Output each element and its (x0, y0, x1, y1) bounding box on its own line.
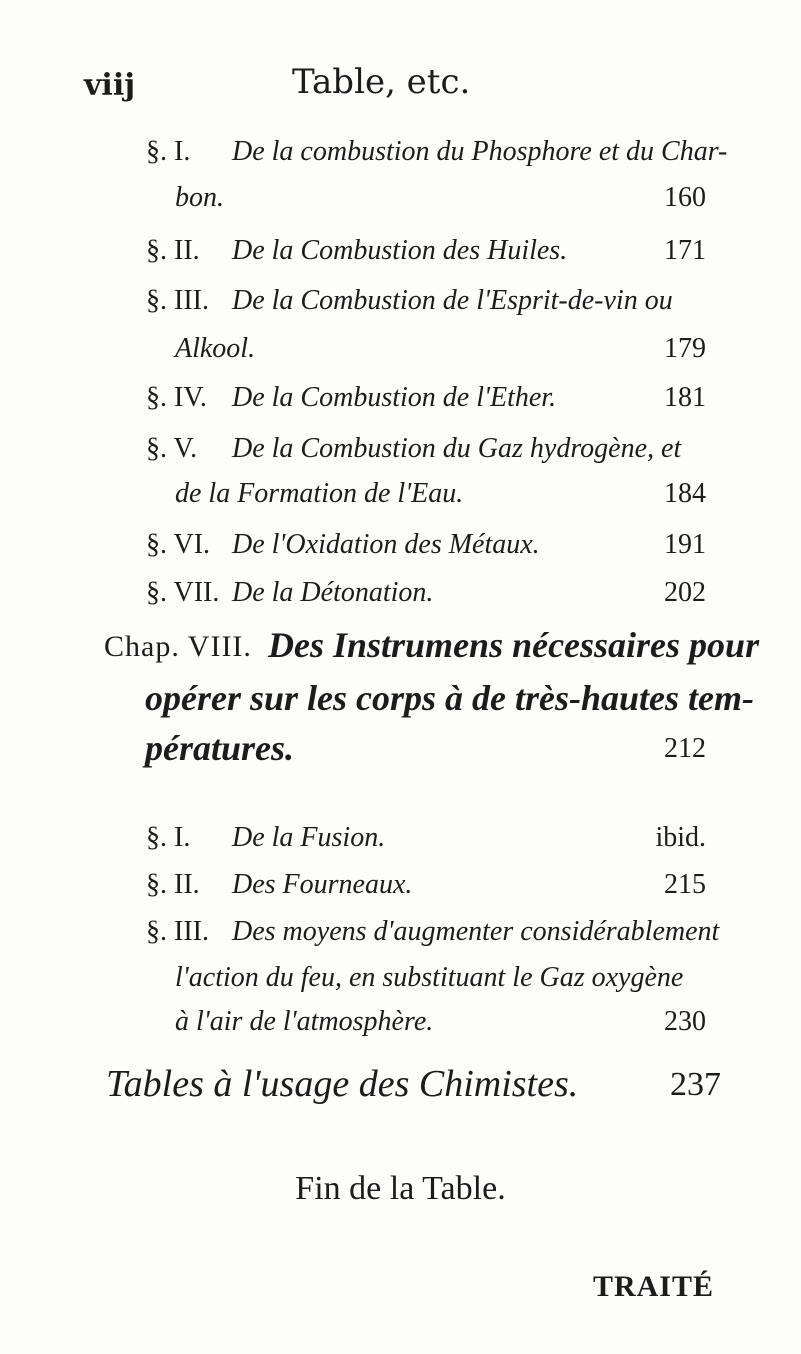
tables-title: Tables à l'usage des Chimistes. (106, 1063, 579, 1105)
page-ref: 184 (664, 478, 706, 509)
entry-label: §. III. (146, 285, 209, 316)
entry-title: De la Détonation. (232, 577, 434, 608)
chapter-title: Des Instrumens nécessaires pour (268, 625, 760, 665)
page-ref: 179 (664, 333, 706, 364)
entry-label: §. I. (146, 822, 191, 853)
page-ref: 160 (664, 182, 706, 213)
entry-title: De la Combustion de l'Ether. (232, 382, 557, 413)
entry-title: De la Combustion des Huiles. (232, 235, 568, 266)
chapter-label: Chap. VIII. (104, 630, 252, 663)
entry-title: Des Fourneaux. (232, 869, 413, 900)
page-ref: 230 (664, 1006, 706, 1037)
page-ref: 171 (664, 235, 706, 266)
page-ref: 202 (664, 577, 706, 608)
page-ref: ibid. (655, 822, 706, 853)
entry-title: De la Combustion de l'Esprit-de-vin ou (232, 285, 673, 316)
entry-label: §. VII. (146, 577, 220, 608)
page-ref: 191 (664, 529, 706, 560)
entry-title-continued: l'action du feu, en substituant le Gaz oxygène (175, 962, 684, 993)
entry-title-continued: bon. (175, 182, 224, 213)
entry-label: §. VI. (146, 529, 211, 560)
entry-title: De la combustion du Phosphore et du Char- (232, 136, 728, 167)
entry-title: Des moyens d'augmenter considérablement (232, 916, 720, 947)
entry-title: De l'Oxidation des Métaux. (232, 529, 540, 560)
page-ref: 237 (670, 1066, 721, 1103)
entry-label: §. III. (146, 916, 209, 947)
entry-title-continued: à l'air de l'atmosphère. (175, 1006, 434, 1037)
entry-label: §. I. (146, 136, 191, 167)
entry-title: De la Combustion du Gaz hydrogène, et (232, 433, 682, 464)
page-ref: 181 (664, 382, 706, 413)
entry-label: §. V. (146, 433, 198, 464)
chapter-title-continued: opérer sur les corps à de très-hautes tem- (145, 678, 754, 718)
entry-label: §. II. (146, 235, 200, 266)
page-ref: 212 (664, 733, 706, 764)
entry-title: De la Fusion. (232, 822, 386, 853)
entry-title-continued: Alkool. (175, 333, 256, 364)
entry-label: §. IV. (146, 382, 207, 413)
running-head: Table, etc. (292, 62, 471, 102)
entry-label: §. II. (146, 869, 200, 900)
chapter-title-continued: pératures. (145, 728, 295, 768)
catchword: TRAITÉ (592, 1270, 714, 1303)
end-of-table: Fin de la Table. (295, 1170, 506, 1207)
page-ref: 215 (664, 869, 706, 900)
entry-title-continued: de la Formation de l'Eau. (175, 478, 464, 509)
page-number: viij (84, 68, 136, 103)
